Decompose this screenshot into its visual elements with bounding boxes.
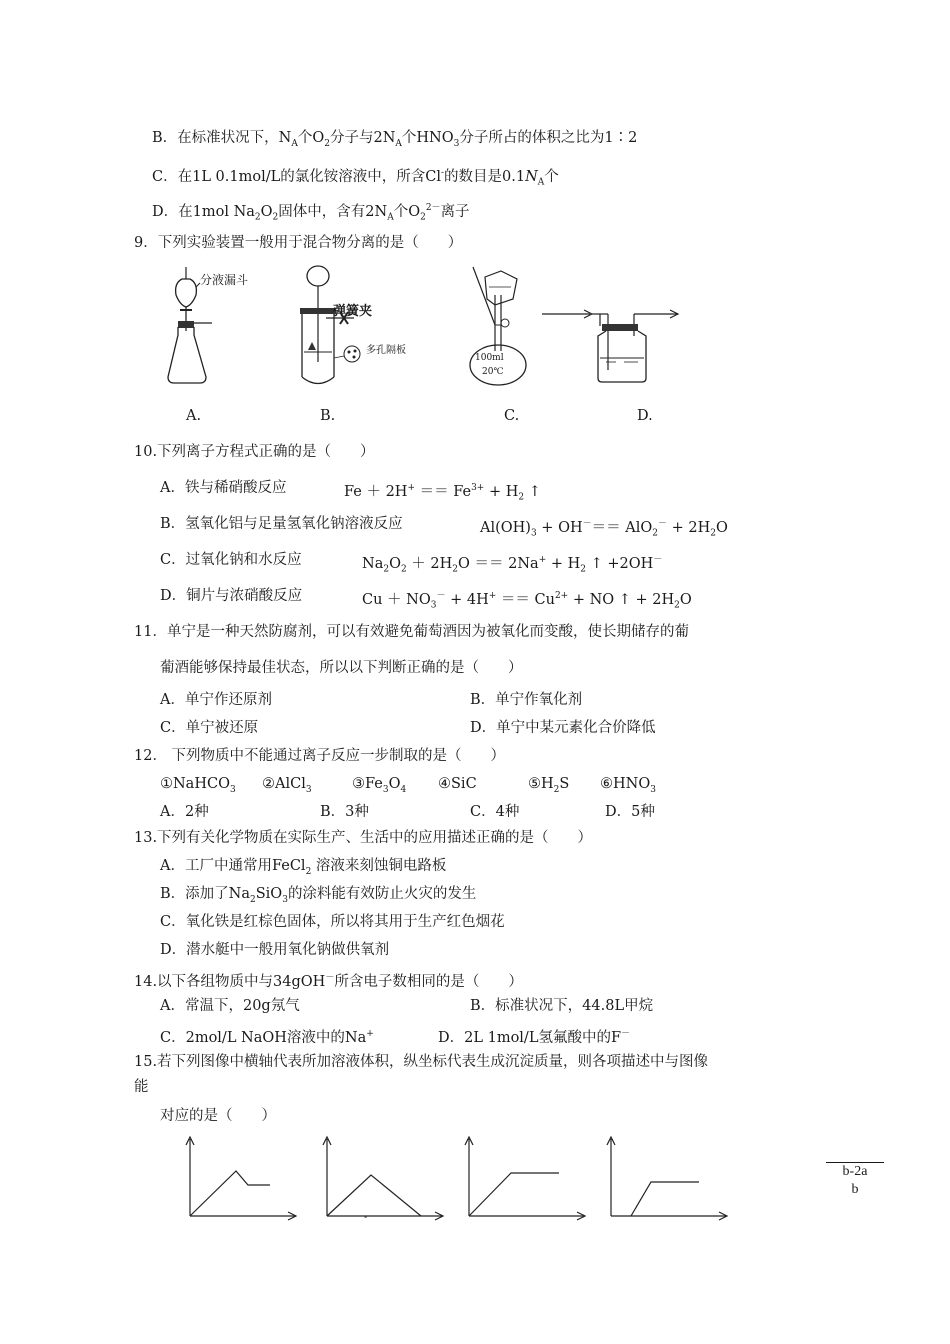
q10-option-c-text: C．过氧化钠和水反应 bbox=[160, 552, 302, 568]
q12-item-5: $⑤H_2S$ bbox=[528, 776, 570, 795]
q14-option-b: B．标准状况下，44.8L甲烷 bbox=[470, 998, 654, 1014]
q14-option-a: A．常温下，20g氖气 bbox=[160, 998, 300, 1014]
q13-option-b: B．添加了$Na_2SiO_3$的涂料能有效防止火灾的发生 bbox=[160, 886, 477, 905]
fraction-denominator: b bbox=[851, 1182, 859, 1197]
q12-option-d: D．5种 bbox=[605, 804, 655, 820]
q9-option-d: D. bbox=[637, 408, 653, 424]
apparatus-d-gas-washing-bottle-icon bbox=[538, 300, 688, 390]
q15-graph-b-marker: - bbox=[364, 1212, 368, 1223]
q14-option-d: D．2L 1mol/L氢氟酸中的F－ bbox=[438, 1029, 631, 1046]
q12-stem: 12． 下列物质中不能通过离子反应一步制取的是（ ） bbox=[134, 748, 506, 764]
q11-option-d: D．单宁中某元素化合价降低 bbox=[470, 720, 656, 736]
tag-separatory-funnel: 分液漏斗 bbox=[200, 273, 249, 287]
q12-item-1: ①NaHCO$_3$ bbox=[160, 776, 236, 795]
q12-item-6: $⑥HNO_3$ bbox=[600, 776, 656, 795]
q10-option-a-text: A．铁与稀硝酸反应 bbox=[160, 480, 287, 496]
q9-option-b: B. bbox=[320, 408, 336, 424]
q11-option-c: C．单宁被还原 bbox=[160, 720, 259, 736]
q13-stem: 13.下列有关化学物质在实际生产、生活中的应用描述正确的是（ ） bbox=[134, 830, 593, 846]
apparatus-b-spring-clamp-tube-icon bbox=[290, 262, 390, 392]
q15-stem-line2: 能 bbox=[134, 1079, 149, 1095]
q15-graph-d bbox=[601, 1135, 731, 1225]
q8-option-c: C．在1L 0.1mol/L的氯化铵溶液中，所含Cl-的数目是$0.1N_A$个 bbox=[152, 168, 559, 188]
tag-porous-plate: 多孔隔板 bbox=[366, 345, 406, 356]
q15-graph-b bbox=[317, 1135, 447, 1225]
q10-option-b-text: B．氢氧化铝与足量氢氧化钠溶液反应 bbox=[160, 516, 403, 532]
q15-graph-a bbox=[180, 1135, 300, 1225]
q12-item-3: $③Fe_3O_4$ bbox=[352, 776, 407, 795]
q15-graph-c bbox=[459, 1135, 589, 1225]
q11-stem-line2: 葡酒能够保持最佳状态，所以以下判断正确的是（ ） bbox=[160, 660, 523, 676]
q14-stem: 14.以下各组物质中与34gOH－所含电子数相同的是（ ） bbox=[134, 973, 523, 990]
q12-item-2: ②AlCl$_3$ bbox=[262, 776, 312, 795]
flask-temperature-mark: 20℃ bbox=[482, 367, 504, 377]
q13-option-c: C．氧化铁是红棕色固体，所以将其用于生产红色烟花 bbox=[160, 914, 505, 930]
q11-option-b: B．单宁作氧化剂 bbox=[470, 692, 583, 708]
q14-option-c: C．2mol/L NaOH溶液中的Na+ bbox=[160, 1029, 374, 1046]
fraction-expression bbox=[826, 1162, 884, 1199]
tag-spring-clamp: 弹簧夹 bbox=[333, 304, 373, 319]
q8-option-b: B．在标准状况下，$N_A$个$O_2$分子与$2N_A$个$HNO_3$分子所占的体积之比为1∶2 bbox=[152, 130, 638, 149]
q15-stem-line3: 对应的是（ ） bbox=[160, 1108, 276, 1124]
q12-option-b: B．3种 bbox=[320, 804, 369, 820]
q15-stem-line1: 15.若下列图像中横轴代表所加溶液体积，纵坐标代表生成沉淀质量，则各项描述中与图像 bbox=[134, 1054, 709, 1070]
q9-option-c: C. bbox=[504, 408, 520, 424]
flask-volume-mark: 100ml bbox=[475, 353, 504, 363]
q12-item-4: ④SiC bbox=[438, 776, 477, 792]
q12-option-a: A．2种 bbox=[160, 804, 209, 820]
q11-stem-line1: 11．单宁是一种天然防腐剂，可以有效避免葡萄酒因为被氧化而变酸，使长期储存的葡 bbox=[134, 624, 689, 640]
q10-option-d-text: D．铜片与浓硝酸反应 bbox=[160, 588, 303, 604]
q9-option-a: A. bbox=[186, 408, 202, 424]
q10-option-a-equation: $Fe + 2H^+ == Fe^{3+} + H_2$ ↑ bbox=[344, 483, 541, 503]
q11-option-a: A．单宁作还原剂 bbox=[160, 692, 272, 708]
q12-option-c: C．4种 bbox=[470, 804, 520, 820]
q8-option-d: D．在1mol $Na_2O_2$固体中，含有$2N_A$个$O_2^{2-}$离子 bbox=[152, 203, 470, 223]
q13-option-a: A．工厂中通常用FeCl$_2$ 溶液来刻蚀铜电路板 bbox=[160, 858, 447, 877]
q10-option-d-equation: $Cu + NO_3^- + 4H^+ == Cu^{2+}$ + NO ↑ + $2H_2O$ bbox=[362, 591, 692, 611]
q10-stem: 10.下列离子方程式正确的是（ ） bbox=[134, 444, 375, 460]
q10-option-b-equation: $Al(OH)_3 + OH^-== AlO_2^- + 2H_2O$ bbox=[480, 519, 728, 539]
q10-option-c-equation: $Na_2O_2 + 2H_2O == 2Na^+ + H_2$ ↑ +2OH－ bbox=[362, 555, 663, 575]
q9-stem: 9．下列实验装置一般用于混合物分离的是（ ） bbox=[134, 235, 463, 251]
q13-option-d: D．潜水艇中一般用氧化钠做供氧剂 bbox=[160, 942, 390, 958]
fraction-numerator: b-2a bbox=[826, 1162, 884, 1181]
